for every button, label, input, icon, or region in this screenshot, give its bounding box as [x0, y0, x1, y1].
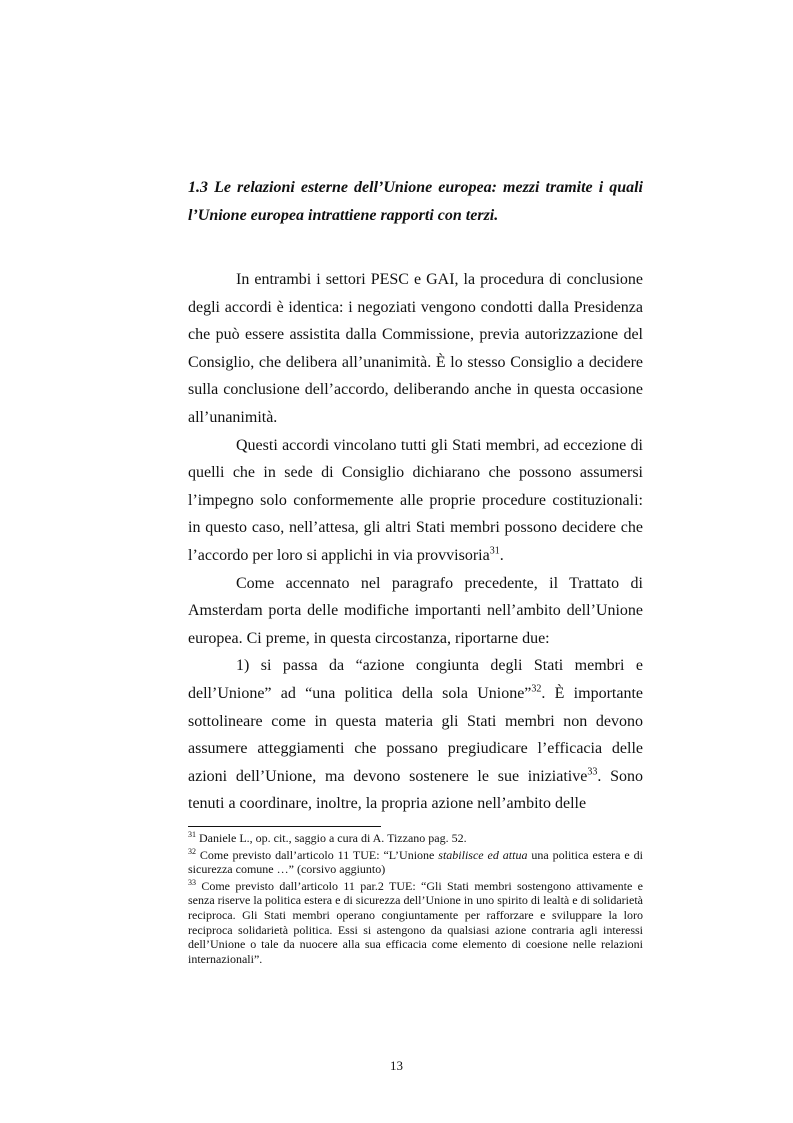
- paragraph-4-part-a: 1) si passa da “azione congiunta degli Stati membri e dell’Unione” ad “una politica della sola Unione”: [188, 657, 643, 702]
- page-content: [188, 174, 643, 818]
- footnotes: [188, 831, 643, 968]
- paragraph-4-part-c: . Sono tenuti a coordinare, inoltre, la propria azione nell’ambito delle: [188, 767, 643, 813]
- page-number: 13: [390, 1058, 403, 1073]
- footnote-31-number: 31: [188, 830, 196, 839]
- paragraph-3: Come accennato nel paragrafo precedente, il Trattato di Amsterdam porta delle modifiche importanti nell’ambito dell’Unione europea. Ci preme, in questa circostanza, riportarne due:: [188, 574, 643, 647]
- footnote-32-italic: stabilisce ed attua: [438, 847, 528, 862]
- paragraph-2-text: Questi accordi vincolano tutti gli Stati membri, ad eccezione di quelli che in sede di Consiglio dichiarano che possono assumersi l’impegno solo conformemente alle proprie procedure costituzionali: in questo caso, nell’attesa, gli altri Stati membri possono decidere che l’accordo per loro si applichi in via provvisoria: [188, 436, 643, 564]
- footnote-33-number: 33: [188, 877, 196, 887]
- paragraph-4-part-b: . È importante sottolineare come in questa materia gli Stati membri non devono assumere atteggiamenti che possano pregiudicare l’efficacia delle azioni dell’Unione, ma devono sostenere le sue iniziative: [188, 684, 643, 785]
- footnote-33-text: Come previsto dall’articolo 11 par.2 TUE: “Gli Stati membri sostengono attivamente e senza riserve la politica estera e di sicurezza dell’Unione in uno spirito di lealtà e di solidarietà reciproca. Gli Stati membri operano congiuntamente per rafforzare e sviluppare la loro reciproca solidarietà politica. Essi si astengono da qualsiasi azione contraria agli interessi dell’Unione o tale da nuocere alla sua efficacia come elemento di coesione nelle relazioni internazionali”.: [188, 878, 643, 966]
- footnote-32: [188, 848, 643, 877]
- footnote-ref-31[interactable]: 31: [489, 545, 500, 557]
- paragraph-2-end: .: [499, 546, 504, 564]
- footnote-32-text-b: una politica estera e di sicurezza comune …” (corsivo aggiunto): [188, 847, 644, 877]
- paragraph-1: In entrambi i settori PESC e GAI, la procedura di conclusione degli accordi è identica: i negoziati vengono condotti dalla Presidenza che può essere assistita dalla Commissione, previa autorizzazione del Consiglio, che delibera all’unanimità. È lo stesso Consiglio a decidere sulla conclusione dell’accordo, deliberando anche in questa occasione all’unanimità.: [188, 271, 643, 426]
- footnote-separator: [188, 826, 381, 827]
- footnote-32-text-a: Come previsto dall’articolo 11 TUE: “L’Unione: [196, 847, 439, 862]
- footnote-33: [188, 879, 643, 967]
- footnote-31: [188, 831, 643, 846]
- body-text: [188, 266, 643, 818]
- footnote-ref-33[interactable]: 33: [587, 766, 598, 778]
- paragraph-4: [188, 652, 643, 818]
- footnote-31-text: Daniele L., op. cit., saggio a cura di A. Tizzano pag. 52.: [196, 831, 467, 845]
- footnote-32-number: 32: [188, 846, 196, 856]
- paragraph-2: [188, 432, 643, 570]
- section-heading: 1.3 Le relazioni esterne dell’Unione europea: mezzi tramite i quali l’Unione europea intrattiene rapporti con terzi.: [188, 179, 643, 224]
- footnote-ref-32[interactable]: 32: [531, 683, 542, 695]
